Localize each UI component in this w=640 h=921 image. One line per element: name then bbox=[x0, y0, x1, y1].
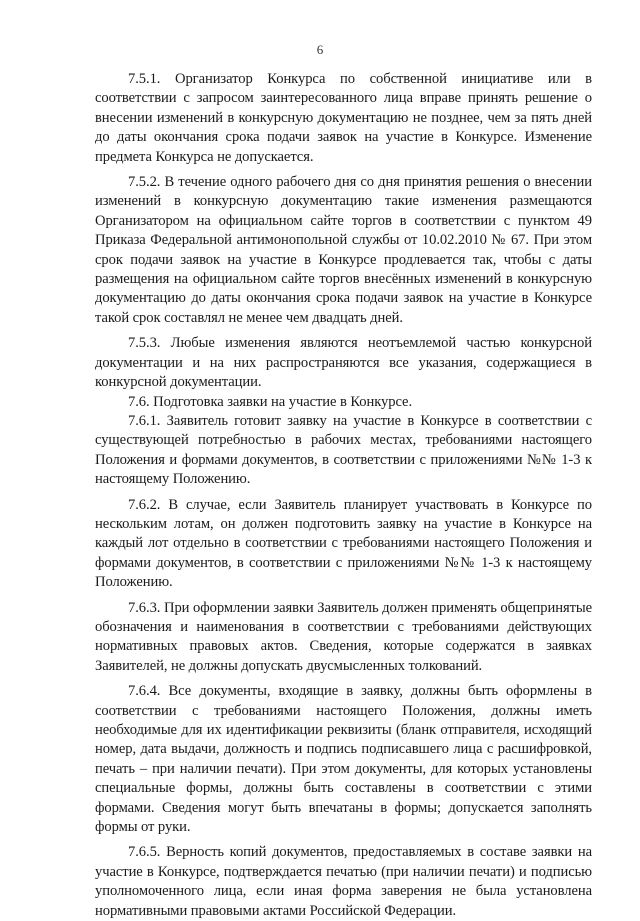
paragraph-7-5-3: 7.5.3. Любые изменения являются неотъемлемой частью конкурсной документации и на них распространяются все указания, содержащиеся в конкурсной документации. bbox=[95, 335, 592, 391]
document-body bbox=[95, 70, 592, 921]
paragraph-7-6-3: 7.6.3. При оформлении заявки Заявитель должен применять общепринятые обозначения и наименования в соответствии с требованиями действующих нормативных правовых актов. Сведения, которые содержатся в заявках Заявителей, не должны допускать двусмысленных толкований. bbox=[95, 599, 592, 674]
paragraph-7-6: 7.6. Подготовка заявки на участие в Конкурсе. bbox=[128, 393, 413, 410]
paragraph-7-6-2: 7.6.2. В случае, если Заявитель планирует участвовать в Конкурсе по нескольким лотам, он должен подготовить заявку на участие в Конкурсе на каждый лот отдельно в соответствии с требованиями настоящего Положения и формами документов, в соответствии с приложениями №№ 1-3 к настоящему Положению. bbox=[95, 496, 592, 591]
paragraph-7-6-1: 7.6.1. Заявитель готовит заявку на участие в Конкурсе в соответствии с существующей потребностью в рабочих местах, требованиями настоящего Положения и формами документов, в соответствии с приложениями №№ 1-3 к настоящему Положению. bbox=[95, 412, 592, 488]
paragraph-7-6-4: 7.6.4. Все документы, входящие в заявку, должны быть оформлены в соответствии с требованиями настоящего Положения, должны иметь необходимые для их идентификации реквизиты (бланк отправителя, исходящий номер, дата выдачи, должность и подпись подписавшего лица с расшифровкой, печать – при наличии печати). При этом документы, для которых установлены специальные формы, должны быть составлены в соответствии с этими формами. Сведения могут быть впечатаны в формы; допускается заполнять формы от руки. bbox=[95, 683, 592, 836]
paragraph-7-6-5: 7.6.5. Верность копий документов, предоставляемых в составе заявки на участие в Конкурсе, подтверждается печатью (при наличии печати) и подписью уполномоченного лица, если иная форма заверения не была установлена нормативными правовыми актами Российской Федерации. bbox=[95, 844, 592, 919]
page-number: 6 bbox=[316, 42, 324, 57]
paragraph-7-5-2: 7.5.2. В течение одного рабочего дня со дня принятия решения о внесении изменений в конкурсную документацию такие изменения размещаются Организатором на официальном сайте торгов в соответствии с пунктом 49 Приказа Федеральной антимонопольной службы от 10.02.2010 № 67. При этом срок подачи заявок на участие в Конкурсе продлевается так, чтобы с даты размещения на официальном сайте торгов внесённых изменений в конкурсную документацию до даты окончания срока подачи заявок на участие в Конкурсе такой срок составлял не менее чем двадцать дней. bbox=[95, 174, 592, 326]
paragraph-7-5-1: 7.5.1. Организатор Конкурса по собственной инициативе или в соответствии с запросом заинтересованного лица вправе принять решение о внесении изменений в конкурсную документацию не позднее, чем за пять дней до даты окончания срока подачи заявок на участие в Конкурсе. Изменение предмета Конкурса не допускается. bbox=[95, 71, 592, 165]
